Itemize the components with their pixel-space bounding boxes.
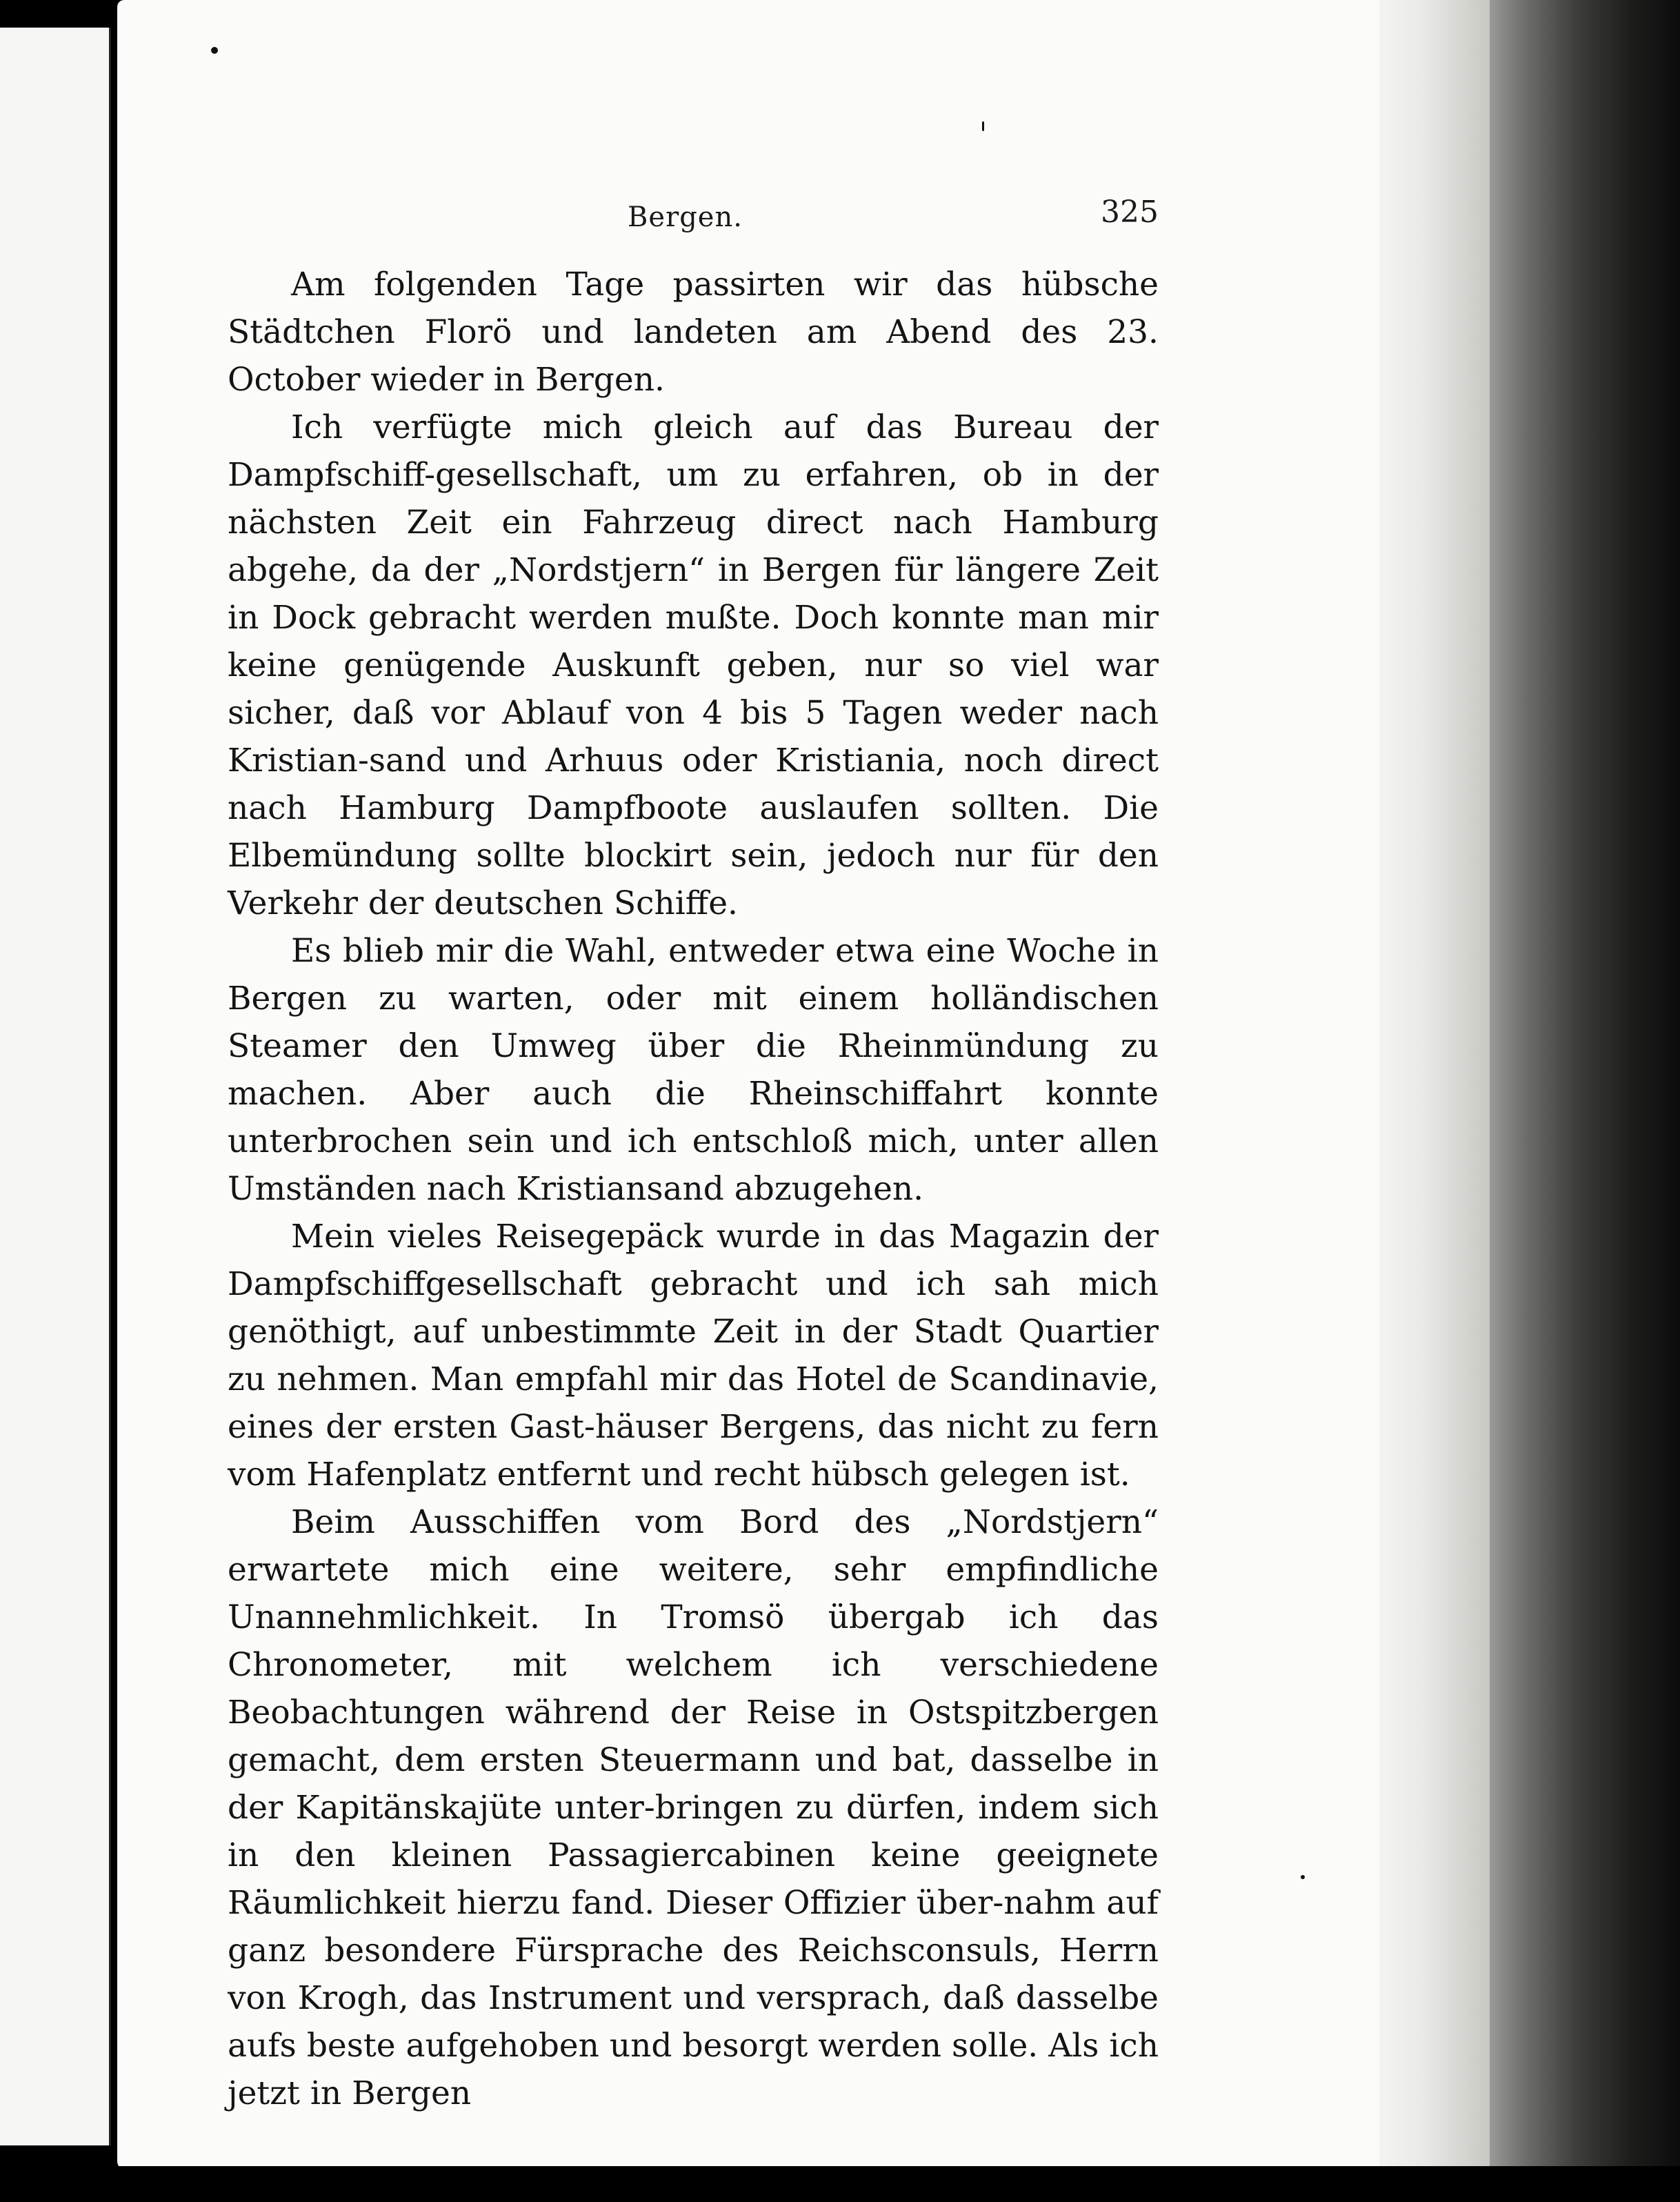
running-title: Bergen.: [628, 201, 743, 233]
paragraph: Am folgenden Tage passirten wir das hübsche Städtchen Florö und landeten am Abend des 23. October wieder in Bergen.: [228, 266, 1159, 399]
page-stack-edge: [1379, 0, 1490, 2166]
book-gutter-shadow: [1490, 0, 1680, 2202]
paragraph: Mein vieles Reisegepäck wurde in das Magazin der Dampfschiffgesellschaft gebracht und ich sah mich genöthigt, auf unbestimmte Zeit in der Stadt Quartier zu nehmen. Man empfahl mir das Hotel de Scandinavie, eines der ersten Gast-häuser Bergens, das nicht zu fern vom Hafenplatz entfernt und recht hübsch gelegen ist.: [228, 1218, 1159, 1494]
page-number: 325: [1101, 195, 1159, 230]
body-text: [228, 261, 1159, 2117]
running-head: [228, 195, 1159, 236]
ink-speck: [982, 121, 984, 131]
paragraph: Beim Ausschiffen vom Bord des „Nordstjern“ erwartete mich eine weitere, sehr empfindliche Unannehmlichkeit. In Tromsö übergab ich das Chronometer, mit welchem ich verschiedene Beobachtungen während der Reise in Ostspitzbergen gemacht, dem ersten Steuermann und bat, dasselbe in der Kapitänskajüte unter-bringen zu dürfen, indem sich in den kleinen Passagiercabinen keine geeignete Räumlichkeit hierzu fand. Dieser Offizier über-nahm auf ganz besondere Fürsprache des Reichsconsuls, Herrn von Krogh, das Instrument und versprach, daß dasselbe aufs beste aufgehoben und besorgt werden solle. Als ich jetzt in Bergen: [228, 1503, 1159, 2112]
paragraph: Ich verfügte mich gleich auf das Bureau der Dampfschiff-gesellschaft, um zu erfahren, ob in der nächsten Zeit ein Fahrzeug direct nach Hamburg abgehe, da der „Nordstjern“ in Bergen für längere Zeit in Dock gebracht werden mußte. Doch konnte man mir keine genügende Auskunft geben, nur so viel war sicher, daß vor Ablauf von 4 bis 5 Tagen weder nach Kristian-sand und Arhuus oder Kristiania, noch direct nach Hamburg Dampfboote auslaufen sollten. Die Elbemündung sollte blockirt sein, jedoch nur für den Verkehr der deutschen Schiffe.: [228, 408, 1159, 922]
facing-page-edge: [0, 28, 111, 2145]
paragraph: Es blieb mir die Wahl, entweder etwa eine Woche in Bergen zu warten, oder mit einem holländischen Steamer den Umweg über die Rheinmündung zu machen. Aber auch die Rheinschiffahrt konnte unterbrochen sein und ich entschloß mich, unter allen Umständen nach Kristiansand abzugehen.: [228, 932, 1159, 1208]
ink-speck: [211, 47, 218, 54]
ink-speck: [1301, 1875, 1305, 1879]
scan-border: [0, 2166, 1680, 2202]
